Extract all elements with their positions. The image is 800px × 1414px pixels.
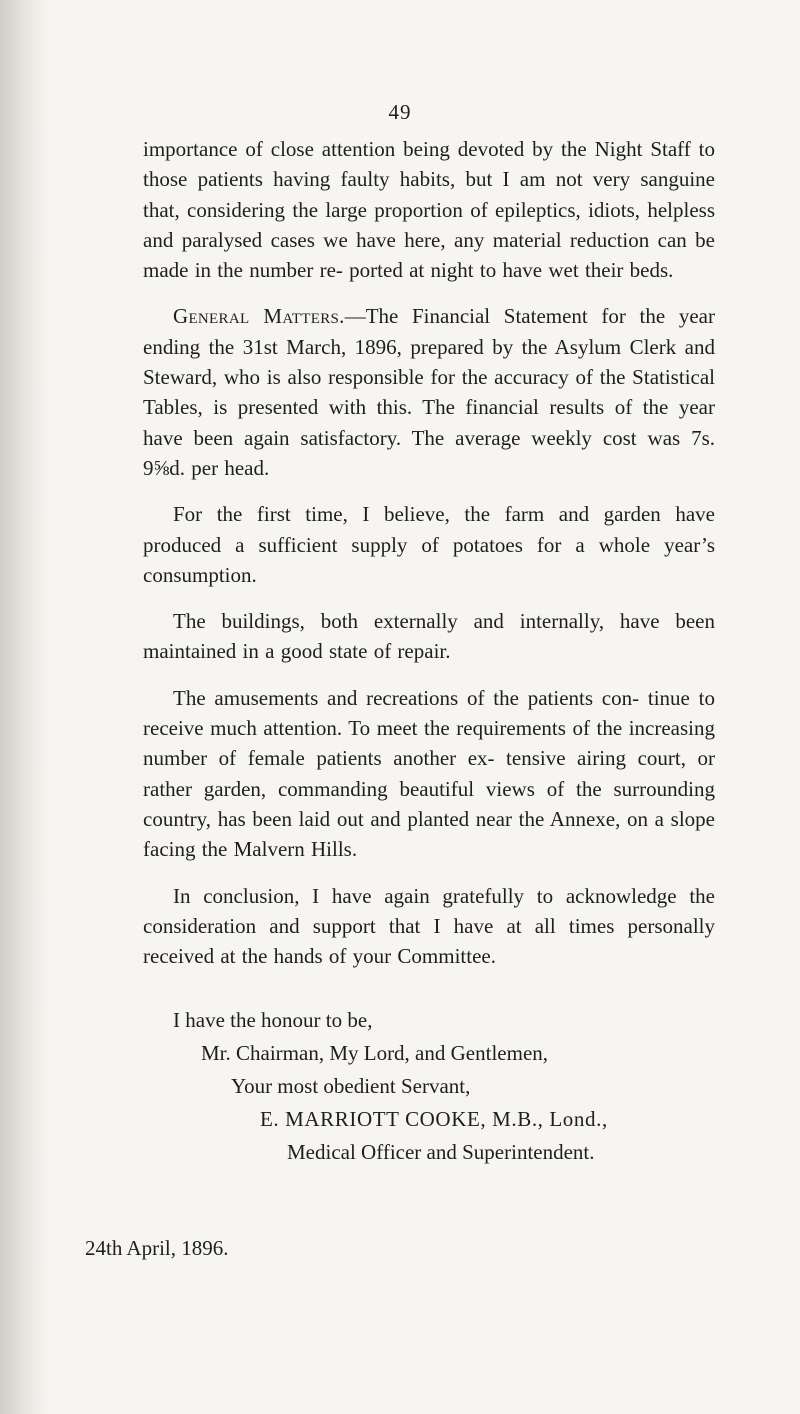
page-number: 49 <box>388 100 412 124</box>
closing-line-salutation: Mr. Chairman, My Lord, and Gentlemen, <box>201 1041 549 1065</box>
signature-title: Medical Officer and Superintendent. <box>287 1140 595 1164</box>
letter-date: 24th April, 1896. <box>85 1236 229 1260</box>
paragraph-general-matters <box>143 301 715 483</box>
paragraph-amusements <box>143 683 715 865</box>
section-heading: General Matters. <box>173 304 345 329</box>
paragraph-night-staff <box>143 134 715 285</box>
report-body <box>143 134 715 987</box>
paragraph-buildings <box>143 606 715 667</box>
paragraph-text: importance of close attention being devoted by the Night Staff to those patients having faulty habits, but I am not very sanguine that, considering the large proportion of epileptics, idiots, helpless and paralysed cases we have here, any material reduction can be made in the number re- ported at night to have wet their beds. <box>143 137 715 283</box>
paragraph-text: In conclusion, I have again gratefully to acknowledge the consideration and support that I have at all times personally received at the hands of your Committee. <box>143 883 715 969</box>
paragraph-text: The buildings, both externally and internally, have been maintained in a good state of repair. <box>143 609 715 664</box>
closing-line-servant: Your most obedient Servant, <box>231 1074 471 1098</box>
paragraph-text: —The Financial Statement for the year ending the 31st March, 1896, prepared by the Asylum Clerk and Steward, who is also responsible for the accuracy of the Statistical Tables, is presented with this. The financial results of the year have been again satisfactory. The average weekly cost was 7s. 9⅝d. per head. <box>143 304 715 480</box>
page-edge-shadow <box>0 0 48 1414</box>
paragraph-text: For the first time, I believe, the farm and garden have produced a sufficient supply of potatoes for a whole year’s consumption. <box>143 502 715 587</box>
signature-name: E. MARRIOTT COOKE, M.B., Lond., <box>260 1107 608 1131</box>
paragraph-farm-garden <box>143 499 715 590</box>
paragraph-conclusion <box>143 881 715 972</box>
closing-line-honour: I have the honour to be, <box>173 1008 373 1032</box>
paragraph-text: The amusements and recreations of the patients con- tinue to receive much attention. To meet the requirements of the increasing number of female patients another ex- tensive airing court, or rather garden, commanding beautiful views of the surrounding country, has been laid out and planted near the Annexe, on a slope facing the Malvern Hills. <box>143 685 715 862</box>
